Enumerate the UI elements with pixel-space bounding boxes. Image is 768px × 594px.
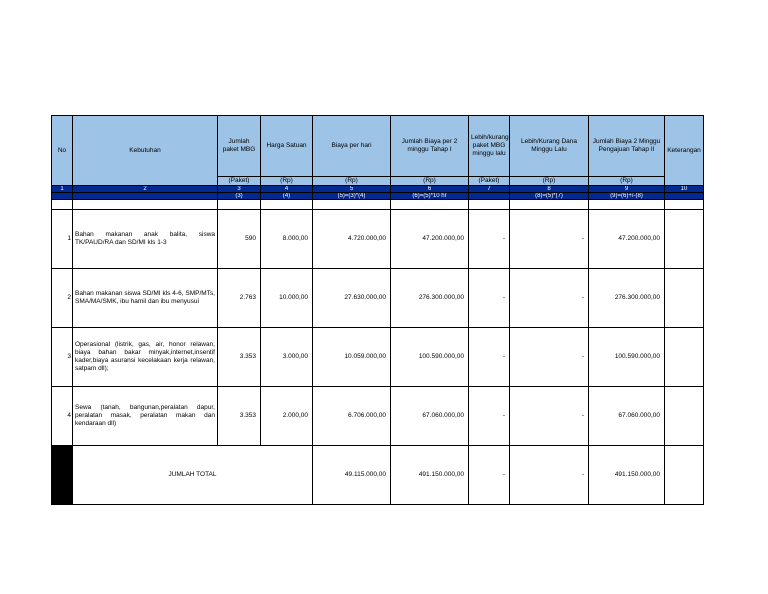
pengajuan-cell: 67.060.000,00 [589, 387, 665, 446]
column-number-row [52, 186, 704, 193]
biaya-hari-cell: 10.059.000,00 [313, 328, 391, 387]
lebih-paket-cell: - [469, 210, 510, 269]
biaya-hari-cell: 27.630.000,00 [313, 269, 391, 328]
unit-biaya-hari: (Rp) [313, 177, 391, 186]
table-row [52, 387, 704, 446]
header-kebutuhan: Kebutuhan [73, 116, 218, 186]
row-number: 4 [52, 387, 73, 446]
pengajuan-cell: 276.300.000,00 [589, 269, 665, 328]
total-biaya-hari: 49.115.000,00 [313, 446, 391, 505]
harga-cell: 8.000,00 [261, 210, 313, 269]
unit-harga: (Rp) [261, 177, 313, 186]
header-jumlah-paket: Jumlah paket MBG [218, 116, 261, 177]
kebutuhan-cell: Sewa (tanah, bangunan,peralatan dapur, peralatan masak, peralatan makan dan kendaraan dll) [73, 387, 218, 446]
budget-table [51, 115, 704, 505]
harga-cell: 10.000,00 [261, 269, 313, 328]
header-lebih-dana: Lebih/Kurang Dana Minggu Lalu [510, 116, 589, 177]
lebih-dana-cell: - [510, 387, 589, 446]
column-number: 9 [589, 186, 665, 193]
kebutuhan-cell: Bahan makanan anak balita, siswa TK/PAUD/RA dan SD/MI kls 1-3 [73, 210, 218, 269]
formula-cell: (3) [218, 193, 261, 200]
lebih-paket-cell: - [469, 328, 510, 387]
pengajuan-cell: 47.200.000,00 [589, 210, 665, 269]
lebih-paket-cell: - [469, 269, 510, 328]
formula-cell: (8)=(5)*(7) [510, 193, 589, 200]
total-lebih-dana: - [510, 446, 589, 505]
formula-cell [469, 193, 510, 200]
paket-cell: 3.353 [218, 328, 261, 387]
formula-cell: (4) [261, 193, 313, 200]
column-number: 4 [261, 186, 313, 193]
kebutuhan-cell: Bahan makanan siswa SD/MI kls 4-6, SMP/MTs, SMA/MA/SMK, ibu hamil dan ibu menyusui [73, 269, 218, 328]
total-keterangan [665, 446, 704, 505]
keterangan-cell [665, 210, 704, 269]
formula-cell: (6)=(5)*10 hr [391, 193, 469, 200]
header-no: No [52, 116, 73, 186]
lebih-dana-cell: - [510, 269, 589, 328]
biaya-2-minggu-cell: 100.590.000,00 [391, 328, 469, 387]
total-marker [52, 446, 73, 505]
harga-cell: 3.000,00 [261, 328, 313, 387]
kebutuhan-cell: Operasional (listrik, gas, air, honor relawan, biaya bahan bakar minyak,internet,insentif kader,biaya asuransi kecelakaan kerja relawan, satpam dll); [73, 328, 218, 387]
column-number: 5 [313, 186, 391, 193]
formula-cell [52, 193, 73, 200]
paket-cell: 3.353 [218, 387, 261, 446]
biaya-2-minggu-cell: 276.300.000,00 [391, 269, 469, 328]
header-lebih-paket: Lebih/kurang paket MBG minggu lalu [469, 116, 510, 177]
total-label: JUMLAH TOTAL [73, 446, 313, 505]
unit-biaya-2-minggu: (Rp) [391, 177, 469, 186]
formula-cell: (5)=(3)*(4) [313, 193, 391, 200]
pengajuan-cell: 100.590.000,00 [589, 328, 665, 387]
formula-row [52, 193, 704, 200]
table-row [52, 328, 704, 387]
header-pengajuan: Jumlah Biaya 2 Minggu Pengajuan Tahap II [589, 116, 665, 177]
header-harga-satuan: Harga Satuan [261, 116, 313, 177]
row-number: 1 [52, 210, 73, 269]
column-number: 10 [665, 186, 704, 193]
keterangan-cell [665, 387, 704, 446]
row-number: 3 [52, 328, 73, 387]
spacer-row [52, 200, 704, 210]
header-biaya-2-minggu: Jumlah Biaya per 2 minggu Tahap I [391, 116, 469, 177]
unit-lebih-dana: (Rp) [510, 177, 589, 186]
total-pengajuan: 491.150.000,00 [589, 446, 665, 505]
header-biaya-per-hari: Biaya per hari [313, 116, 391, 177]
unit-lebih-paket: (Paket) [469, 177, 510, 186]
lebih-dana-cell: - [510, 210, 589, 269]
table-row [52, 210, 704, 269]
total-row [52, 446, 704, 505]
formula-cell: (9)=(6)+/-(8) [589, 193, 665, 200]
biaya-2-minggu-cell: 67.060.000,00 [391, 387, 469, 446]
unit-pengajuan: (Rp) [589, 177, 665, 186]
unit-paket: (Paket) [218, 177, 261, 186]
lebih-dana-cell: - [510, 328, 589, 387]
header-keterangan: Keterangan [665, 116, 704, 186]
column-number: 1 [52, 186, 73, 193]
biaya-hari-cell: 6.706.000,00 [313, 387, 391, 446]
keterangan-cell [665, 328, 704, 387]
column-number: 7 [469, 186, 510, 193]
paket-cell: 590 [218, 210, 261, 269]
total-biaya-2-minggu: 491.150.000,00 [391, 446, 469, 505]
formula-cell [665, 193, 704, 200]
keterangan-cell [665, 269, 704, 328]
column-number: 8 [510, 186, 589, 193]
paket-cell: 2.763 [218, 269, 261, 328]
formula-cell [73, 193, 218, 200]
column-number: 2 [73, 186, 218, 193]
lebih-paket-cell: - [469, 387, 510, 446]
biaya-hari-cell: 4.720.000,00 [313, 210, 391, 269]
row-number: 2 [52, 269, 73, 328]
table-row [52, 269, 704, 328]
column-number: 6 [391, 186, 469, 193]
harga-cell: 2.000,00 [261, 387, 313, 446]
biaya-2-minggu-cell: 47.200.000,00 [391, 210, 469, 269]
column-number: 3 [218, 186, 261, 193]
header-row [52, 116, 704, 177]
total-lebih-paket: - [469, 446, 510, 505]
